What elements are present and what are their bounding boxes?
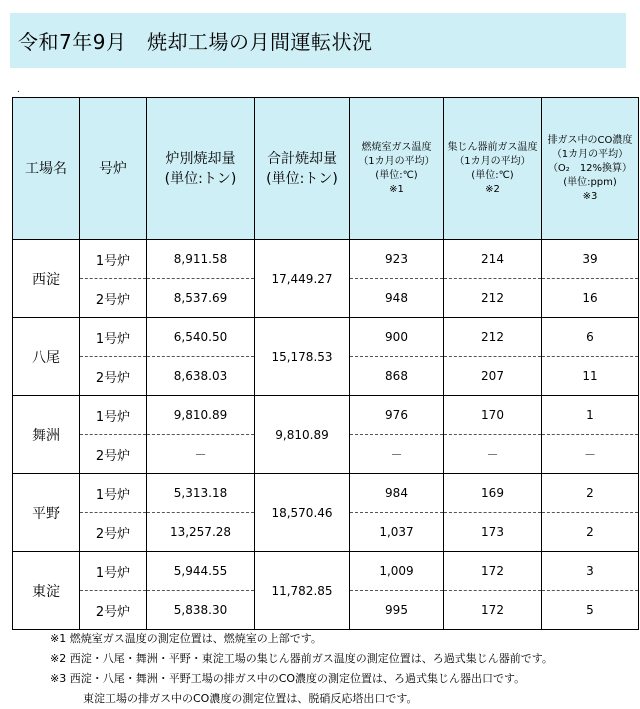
header-furnace: 号炉 — [80, 98, 147, 240]
total-cell: 9,810.89 — [255, 396, 350, 474]
dust-temp-cell: 173 — [444, 513, 542, 552]
co-cell: 3 — [542, 552, 639, 591]
table-row — [13, 240, 639, 279]
co-cell: 6 — [542, 318, 639, 357]
co-cell: － — [542, 435, 639, 474]
amount-cell: 8,911.58 — [147, 240, 255, 279]
total-cell: 17,449.27 — [255, 240, 350, 318]
furnace-cell: 2号炉 — [80, 513, 147, 552]
comb-temp-cell: 900 — [350, 318, 444, 357]
table-row — [13, 552, 639, 591]
footnote-3-continued: 東淀工場の排ガス中のCO濃度の測定位置は、脱硝反応塔出口です。 — [83, 692, 418, 705]
table-row — [13, 396, 639, 435]
plant-name: 西淀 — [13, 240, 80, 318]
header-dust-collector-temp: 集じん器前ガス温度 （1カ月の平均） (単位:℃) ※2 — [444, 98, 542, 240]
furnace-cell: 2号炉 — [80, 591, 147, 630]
dust-temp-cell: 170 — [444, 396, 542, 435]
footnote-3: ※3 西淀・八尾・舞洲・平野工場の排ガス中のCO濃度の測定位置は、ろ過式集じん器出口です。 — [50, 672, 526, 685]
comb-temp-cell: 1,009 — [350, 552, 444, 591]
dust-temp-cell: 212 — [444, 318, 542, 357]
total-cell: 11,782.85 — [255, 552, 350, 630]
comb-temp-cell: 1,037 — [350, 513, 444, 552]
amount-cell: 6,540.50 — [147, 318, 255, 357]
header-plant: 工場名 — [13, 98, 80, 240]
co-cell: 16 — [542, 279, 639, 318]
amount-cell: 9,810.89 — [147, 396, 255, 435]
footnotes — [50, 629, 553, 709]
amount-cell: 5,313.18 — [147, 474, 255, 513]
dust-temp-cell: 212 — [444, 279, 542, 318]
plant-name: 八尾 — [13, 318, 80, 396]
amount-cell: 8,537.69 — [147, 279, 255, 318]
header-combustion-temp: 燃焼室ガス温度 （1カ月の平均） (単位:℃) ※1 — [350, 98, 444, 240]
header-amount: 炉別焼却量 (単位:トン) — [147, 98, 255, 240]
dust-temp-cell: － — [444, 435, 542, 474]
comb-temp-cell: 948 — [350, 279, 444, 318]
co-cell: 2 — [542, 474, 639, 513]
furnace-cell: 1号炉 — [80, 474, 147, 513]
furnace-cell: 2号炉 — [80, 357, 147, 396]
co-cell: 2 — [542, 513, 639, 552]
comb-temp-cell: 984 — [350, 474, 444, 513]
dust-temp-cell: 207 — [444, 357, 542, 396]
comb-temp-cell: 868 — [350, 357, 444, 396]
amount-cell: 5,838.30 — [147, 591, 255, 630]
table-row — [13, 474, 639, 513]
dust-temp-cell: 172 — [444, 591, 542, 630]
header-total: 合計焼却量 (単位:トン) — [255, 98, 350, 240]
furnace-cell: 2号炉 — [80, 279, 147, 318]
amount-cell: 8,638.03 — [147, 357, 255, 396]
comb-temp-cell: 976 — [350, 396, 444, 435]
furnace-cell: 1号炉 — [80, 240, 147, 279]
co-cell: 39 — [542, 240, 639, 279]
amount-cell: － — [147, 435, 255, 474]
amount-cell: 5,944.55 — [147, 552, 255, 591]
footnote-2: ※2 西淀・八尾・舞洲・平野・東淀工場の集じん器前ガス温度の測定位置は、ろ過式集じん器前です。 — [50, 652, 553, 665]
title-banner — [10, 13, 626, 68]
stray-dot: . — [17, 85, 20, 95]
co-cell: 1 — [542, 396, 639, 435]
page-title: 令和7年9月 焼却工場の月間運転状況 — [18, 30, 373, 54]
table-row — [13, 318, 639, 357]
comb-temp-cell: － — [350, 435, 444, 474]
plant-name: 東淀 — [13, 552, 80, 630]
furnace-cell: 1号炉 — [80, 396, 147, 435]
dust-temp-cell: 214 — [444, 240, 542, 279]
operation-table — [12, 97, 639, 630]
comb-temp-cell: 995 — [350, 591, 444, 630]
co-cell: 5 — [542, 591, 639, 630]
co-cell: 11 — [542, 357, 639, 396]
plant-name: 舞洲 — [13, 396, 80, 474]
comb-temp-cell: 923 — [350, 240, 444, 279]
plant-name: 平野 — [13, 474, 80, 552]
furnace-cell: 1号炉 — [80, 318, 147, 357]
footnote-1: ※1 燃焼室ガス温度の測定位置は、燃焼室の上部です。 — [50, 632, 322, 645]
header-co-concentration: 排ガス中のCO濃度 （1カ月の平均） （O₂ 12%換算） (単位:ppm) ※3 — [542, 98, 639, 240]
dust-temp-cell: 169 — [444, 474, 542, 513]
furnace-cell: 1号炉 — [80, 552, 147, 591]
amount-cell: 13,257.28 — [147, 513, 255, 552]
dust-temp-cell: 172 — [444, 552, 542, 591]
total-cell: 18,570.46 — [255, 474, 350, 552]
furnace-cell: 2号炉 — [80, 435, 147, 474]
total-cell: 15,178.53 — [255, 318, 350, 396]
